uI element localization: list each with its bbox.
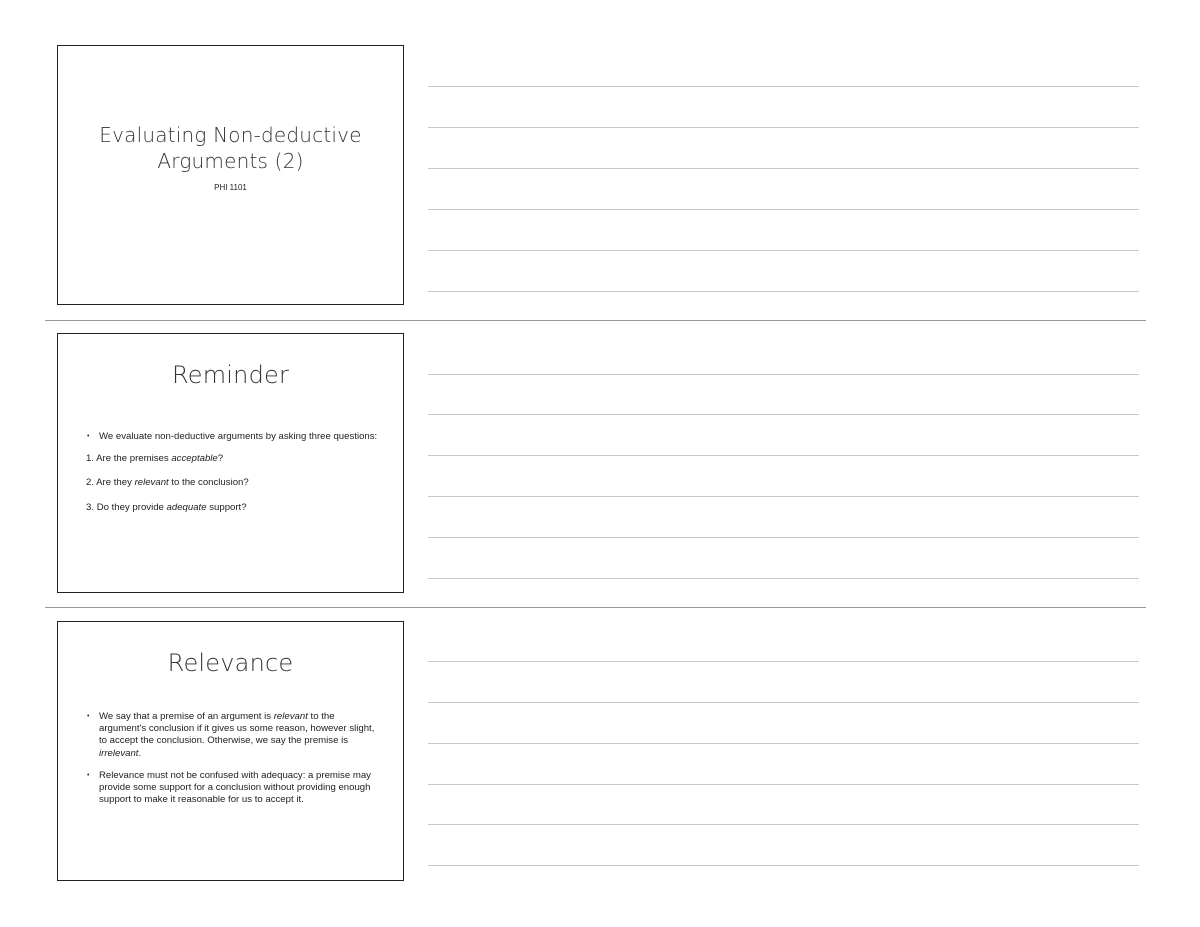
bullet-point — [87, 711, 379, 760]
bullet-point: • Relevance must not be confused with adequacy: a premise may provide some support for a conclusion without providing enough support to make it reasonable for us to accept it. — [87, 770, 379, 807]
note-line — [428, 578, 1139, 579]
bullet-emphasis: irrelevant — [99, 747, 139, 759]
note-line — [428, 250, 1139, 251]
slide-title-line: Evaluating Non-deductive — [99, 123, 362, 147]
slide-title-line: Arguments (2) — [157, 149, 304, 173]
bullet-text: to the argument's conclusion if it gives us some reason, however slight, to accept the conclusion. Otherwise, we say the premise is — [99, 711, 375, 747]
item-emphasis: acceptable — [171, 453, 218, 465]
item-number: 2. — [86, 477, 95, 489]
item-text: ? — [217, 453, 224, 465]
note-line — [428, 537, 1139, 538]
note-line — [428, 702, 1139, 703]
slide-body — [87, 431, 379, 526]
item-text: to the conclusion? — [168, 477, 249, 489]
note-line — [428, 127, 1139, 128]
note-line — [428, 209, 1139, 210]
slide-body — [87, 711, 379, 816]
note-line — [428, 743, 1139, 744]
handout-row-1 — [0, 0, 1200, 320]
bullet-emphasis: relevant — [273, 711, 308, 722]
numbered-item — [86, 502, 378, 514]
note-line — [428, 865, 1139, 866]
handout-row-2 — [0, 320, 1200, 607]
item-text: Are they — [96, 477, 135, 489]
note-line — [428, 168, 1139, 169]
slide-thumbnail-2 — [57, 333, 404, 593]
slide-thumbnail-3 — [57, 621, 404, 881]
slide-title: Relevance — [167, 649, 294, 677]
note-line — [428, 496, 1139, 497]
note-line — [428, 86, 1139, 87]
note-line — [428, 291, 1139, 292]
item-number: 1. — [86, 453, 95, 465]
numbered-item — [86, 477, 378, 489]
bullet-text: . — [138, 747, 142, 759]
item-text: support? — [206, 501, 247, 513]
item-text: Are the premises — [96, 453, 172, 465]
note-line — [428, 455, 1139, 456]
note-line — [428, 661, 1139, 662]
slide-thumbnail-1 — [57, 45, 404, 305]
note-line — [428, 784, 1139, 785]
note-line — [428, 414, 1139, 415]
item-number: 3. — [86, 501, 95, 513]
note-line — [428, 374, 1139, 375]
numbered-item — [86, 453, 378, 465]
bullet-point: • We evaluate non-deductive arguments by asking three questions: — [87, 431, 379, 443]
slide-title: Reminder — [171, 361, 290, 389]
item-text: Do they provide — [96, 501, 167, 513]
slide-title — [58, 122, 403, 174]
item-emphasis: relevant — [134, 477, 169, 489]
note-line — [428, 824, 1139, 825]
item-emphasis: adequate — [166, 501, 207, 513]
bullet-text: We say that a premise of an argument is — [99, 711, 274, 722]
slide-subtitle: PHI 1101 — [214, 183, 247, 192]
handout-row-3 — [0, 607, 1200, 927]
